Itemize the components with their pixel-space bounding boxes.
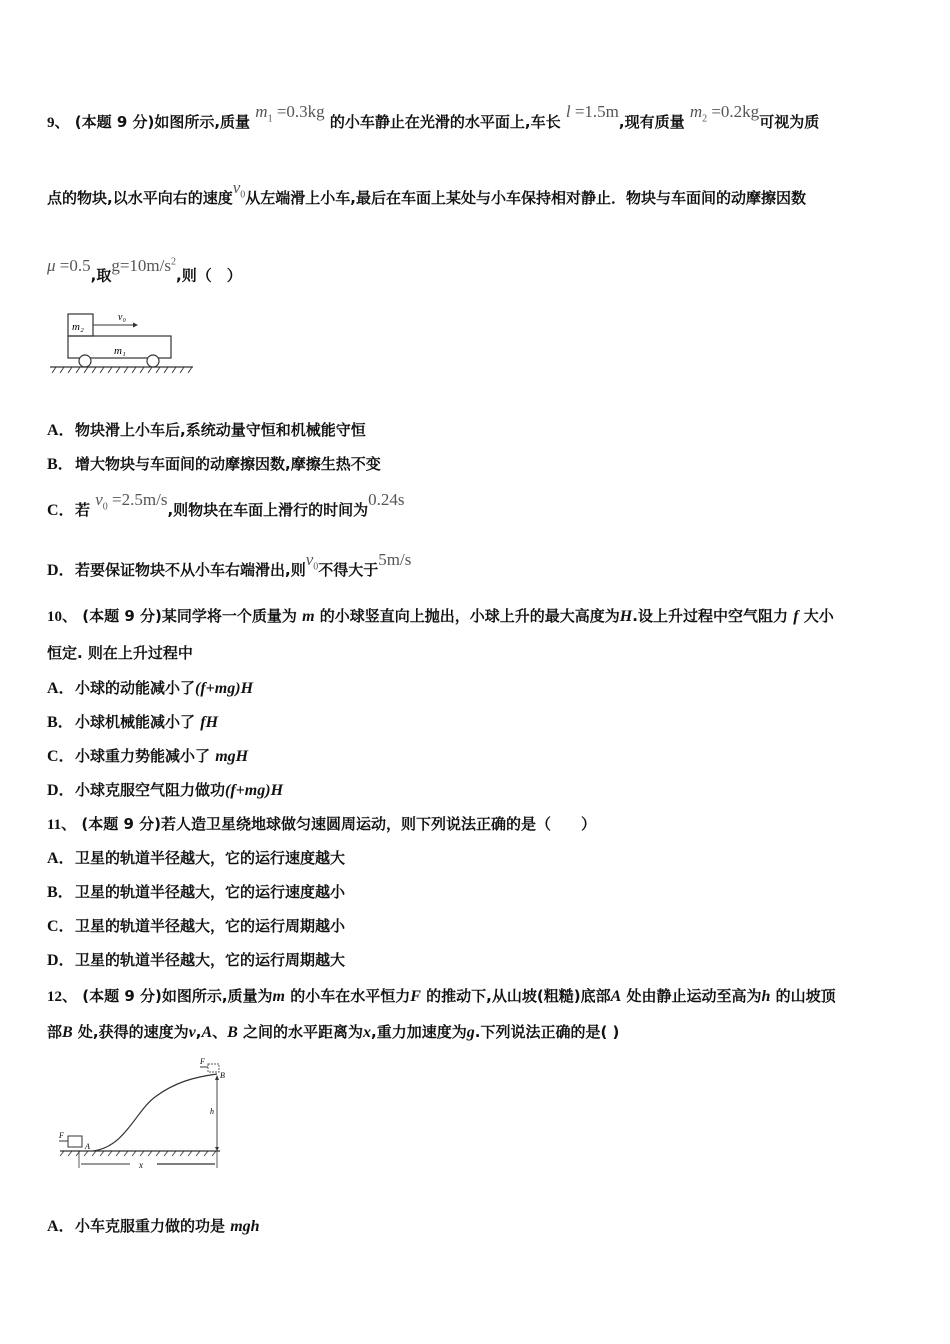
g-formula: $g=10m/s^2$ <box>111 255 176 275</box>
q10-number: 10、 <box>47 609 78 625</box>
text: 如图所示,质量 <box>154 113 251 131</box>
B-label: B <box>220 1071 225 1080</box>
text: ,则（ ） <box>176 266 242 285</box>
q12-score: (本题 9 分) <box>82 987 162 1005</box>
m1-label: m₁ <box>114 345 126 357</box>
option-label: A． <box>47 850 75 867</box>
option-text: 卫星的轨道半径越大，它的运行速度越小 <box>75 883 346 901</box>
option-text: 物块滑上小车后,系统动量守恒和机械能守恒 <box>75 421 366 439</box>
q11-stem <box>47 814 596 835</box>
q9-option-b <box>47 454 381 475</box>
option-text: 小球机械能减小了 <box>75 713 201 731</box>
option-label: A． <box>47 422 75 439</box>
v0-formula: $v_0$ <box>232 178 246 201</box>
v0-formula: $v_0$ <box>305 550 319 573</box>
var-h: h <box>761 988 771 1005</box>
var-m: m <box>302 608 315 625</box>
cart-at-A <box>68 1136 82 1147</box>
q10-option-c <box>47 746 248 767</box>
q11-option-b <box>47 882 345 903</box>
l-formula: l =1.5m <box>565 102 619 121</box>
q12-stem-line2 <box>47 1022 619 1043</box>
v0-formula: $v_0 =2.5m/s$ <box>95 490 168 513</box>
F-label-B: F <box>200 1057 205 1066</box>
text: 恒定. 则在上升过程中 <box>47 644 193 662</box>
text: .设上升过程中空气阻力 <box>632 607 788 625</box>
option-expr: (f+mg)H <box>225 782 284 799</box>
option-text: 小球克服空气阻力做功 <box>75 781 226 799</box>
option-expr: mgH <box>215 748 249 765</box>
text: ,重力加速度为 <box>371 1023 467 1041</box>
option-text: 卫星的轨道半径越大，它的运行周期越大 <box>75 951 346 969</box>
q9-stem-line3 <box>47 255 242 286</box>
q12-number: 12、 <box>47 989 78 1005</box>
option-label: B． <box>47 456 74 473</box>
var-v: v <box>188 1024 196 1041</box>
cart-at-B <box>208 1064 219 1072</box>
option-label: D． <box>47 782 75 799</box>
q10-option-b <box>47 712 218 733</box>
text: ,取 <box>90 266 112 285</box>
wheel-icon <box>147 355 159 367</box>
A-label: A <box>85 1142 90 1151</box>
option-label: D． <box>47 952 75 969</box>
q11-option-d <box>47 950 345 971</box>
q9-stem-line1 <box>47 102 820 139</box>
text: 处由静止运动至高为 <box>626 987 762 1005</box>
option-text: 卫星的轨道半径越大，它的运行速度越大 <box>75 849 346 867</box>
option-label: A． <box>47 680 75 697</box>
text: 点的物块,以水平向右的速度 <box>47 189 233 207</box>
var-f: f <box>793 608 799 625</box>
q12-stem-line1 <box>47 986 836 1007</box>
option-text: 小车克服重力做的功是 <box>75 1217 231 1235</box>
v0-label: v₀ <box>118 312 126 323</box>
text: 大小 <box>803 607 834 625</box>
var-m: m <box>272 988 285 1005</box>
option-label: A． <box>47 1218 75 1235</box>
var-B: B <box>62 1024 73 1041</box>
x-label: x <box>139 1160 143 1170</box>
q10-stem-line1 <box>47 606 834 627</box>
text: , <box>195 1023 202 1041</box>
option-label: D． <box>47 562 75 579</box>
text: 处,获得的速度为 <box>77 1023 189 1041</box>
text: 的小车静止在光滑的水平面上,车长 <box>329 113 561 131</box>
mu-formula: μ =0.5 <box>47 255 91 275</box>
text: ,现有质量 <box>618 113 685 131</box>
q9-option-d <box>47 550 412 587</box>
q11-option-a <box>47 848 345 869</box>
text: 的小球竖直向上抛出，小球上升的最大高度为 <box>319 607 620 625</box>
text: .下列说法正确的是( ) <box>474 1023 620 1041</box>
text: 某同学将一个质量为 <box>161 607 297 625</box>
option-label: C． <box>47 502 75 519</box>
q9-cart-figure <box>48 310 198 376</box>
q11-option-c <box>47 916 345 937</box>
option-text: 小球的动能减小了 <box>75 679 196 697</box>
q10-option-d <box>47 780 283 801</box>
var-A: A <box>610 988 622 1005</box>
time-value: 0.24s <box>368 490 405 509</box>
option-text: 若 <box>75 501 91 519</box>
q9-option-c <box>47 490 405 527</box>
var-x: x <box>363 1024 372 1041</box>
option-label: B． <box>47 884 74 901</box>
slope-curve <box>93 1074 217 1151</box>
F-label-A: F <box>59 1131 64 1140</box>
m2-formula: $m_2 =0.2kg$ <box>689 102 760 125</box>
text: 的山坡顶 <box>775 987 836 1005</box>
option-label: C． <box>47 918 75 935</box>
option-expr: mgh <box>230 1218 260 1235</box>
text: 的推动下,从山坡(粗糙)底部 <box>426 987 611 1005</box>
text: 可视为质 <box>759 113 820 131</box>
option-text: ,则物块在车面上滑行的时间为 <box>167 501 369 519</box>
var-F: F <box>410 988 421 1005</box>
q10-stem-line2 <box>47 643 193 663</box>
text: 、 <box>212 1023 228 1041</box>
q12-option-a <box>47 1216 260 1237</box>
q10-score: (本题 9 分) <box>82 607 162 625</box>
wheel-icon <box>79 355 91 367</box>
q12-slope-figure <box>55 1052 225 1174</box>
q9-option-a <box>47 420 366 441</box>
option-expr: fH <box>200 714 219 731</box>
option-label: C． <box>47 748 75 765</box>
option-text: 卫星的轨道半径越大，它的运行周期越小 <box>75 917 346 935</box>
text: 部 <box>47 1023 63 1041</box>
var-A: A <box>201 1024 213 1041</box>
h-label: h <box>210 1107 214 1116</box>
option-label: B． <box>47 714 74 731</box>
m1-formula: $m_1 =0.3kg$ <box>255 102 325 125</box>
text: 如图所示,质量为 <box>161 987 273 1005</box>
q9-score: (本题 9 分) <box>74 113 155 131</box>
option-text: 增大物块与车面间的动摩擦因数,摩擦生热不变 <box>75 455 381 473</box>
text: 若人造卫星绕地球做匀速圆周运动，则下列说法正确的是（ ） <box>161 815 597 833</box>
max-speed-value: 5m/s <box>378 550 412 569</box>
option-text: 若要保证物块不从小车右端滑出,则 <box>75 561 306 579</box>
q9-stem-line2 <box>47 178 806 215</box>
m2-label: m₂ <box>72 321 84 333</box>
text: 的小车在水平恒力 <box>290 987 411 1005</box>
option-text: 小球重力势能减小了 <box>75 747 216 765</box>
option-expr: (f+mg)H <box>195 680 254 697</box>
var-H: H <box>619 608 633 625</box>
text: 从左端滑上小车,最后在车面上某处与小车保持相对静止．物块与车面间的动摩擦因数 <box>245 189 806 207</box>
q11-number: 11、 <box>47 817 77 833</box>
q9-number: 9、 <box>47 115 70 131</box>
text: 之间的水平距离为 <box>243 1023 364 1041</box>
q10-option-a <box>47 678 253 699</box>
var-B: B <box>227 1024 238 1041</box>
var-g: g <box>466 1024 475 1041</box>
option-text: 不得大于 <box>318 561 379 579</box>
q11-score: (本题 9 分) <box>81 815 162 833</box>
